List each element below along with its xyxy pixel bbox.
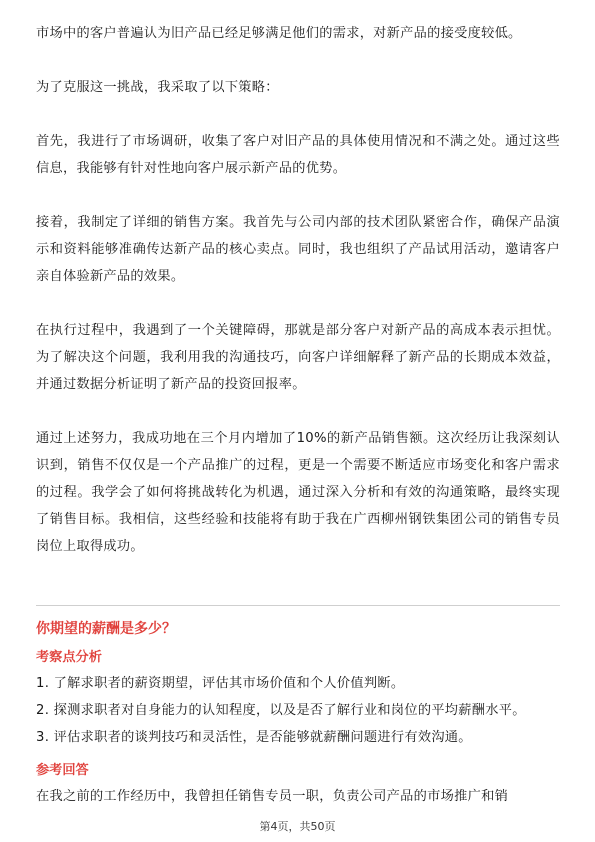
analysis-point: 1. 了解求职者的薪资期望，评估其市场价值和个人价值判断。 — [36, 676, 405, 691]
analysis-heading: 考察点分析 — [36, 650, 102, 665]
answer-text: 在我之前的工作经历中，我曾担任销售专员一职，负责公司产品的市场推广和销 — [36, 789, 509, 804]
answer-heading: 参考回答 — [36, 763, 89, 778]
body-paragraph: 市场中的客户普遍认为旧产品已经足够满足他们的需求，对新产品的接受度较低。 — [36, 26, 522, 41]
analysis-point: 2. 探测求职者对自身能力的认知程度，以及是否了解行业和岗位的平均薪酬水平。 — [36, 703, 526, 718]
body-paragraph: 接着，我制定了详细的销售方案。我首先与公司内部的技术团队紧密合作，确保产品演示和资料能够准确传达新产品的核心卖点。同时，我也组织了产品试用活动，邀请客户亲自体验新产品的效果。 — [36, 215, 560, 284]
analysis-point: 3. 评估求职者的谈判技巧和灵活性，是否能够就薪酬问题进行有效沟通。 — [36, 730, 472, 745]
document-body — [36, 20, 560, 560]
body-paragraph: 通过上述努力，我成功地在三个月内增加了10%的新产品销售额。这次经历让我深刻认识到，销售不仅仅是一个产品推广的过程，更是一个需要不断适应市场变化和客户需求的过程。我学会了如何将挑战转化为机遇，通过深入分析和有效的沟通策略，最终实现了销售目标。我相信，这些经验和技能将有助于我在广西柳州钢铁集团公司的销售专员岗位上取得成功。 — [36, 431, 560, 554]
question-section — [36, 616, 560, 810]
body-paragraph: 为了克服这一挑战，我采取了以下策略： — [36, 80, 279, 95]
body-paragraph: 在执行过程中，我遇到了一个关键障碍，那就是部分客户对新产品的高成本表示担忧。为了解决这个问题，我利用我的沟通技巧，向客户详细解释了新产品的长期成本效益，并通过数据分析证明了新产品的投资回报率。 — [36, 323, 560, 392]
page-number: 第4页，共50页 — [259, 820, 336, 833]
question-title: 你期望的薪酬是多少？ — [36, 621, 176, 637]
body-paragraph: 首先，我进行了市场调研，收集了客户对旧产品的具体使用情况和不满之处。通过这些信息，我能够有针对性地向客户展示新产品的优势。 — [36, 134, 560, 176]
section-divider — [36, 605, 560, 606]
